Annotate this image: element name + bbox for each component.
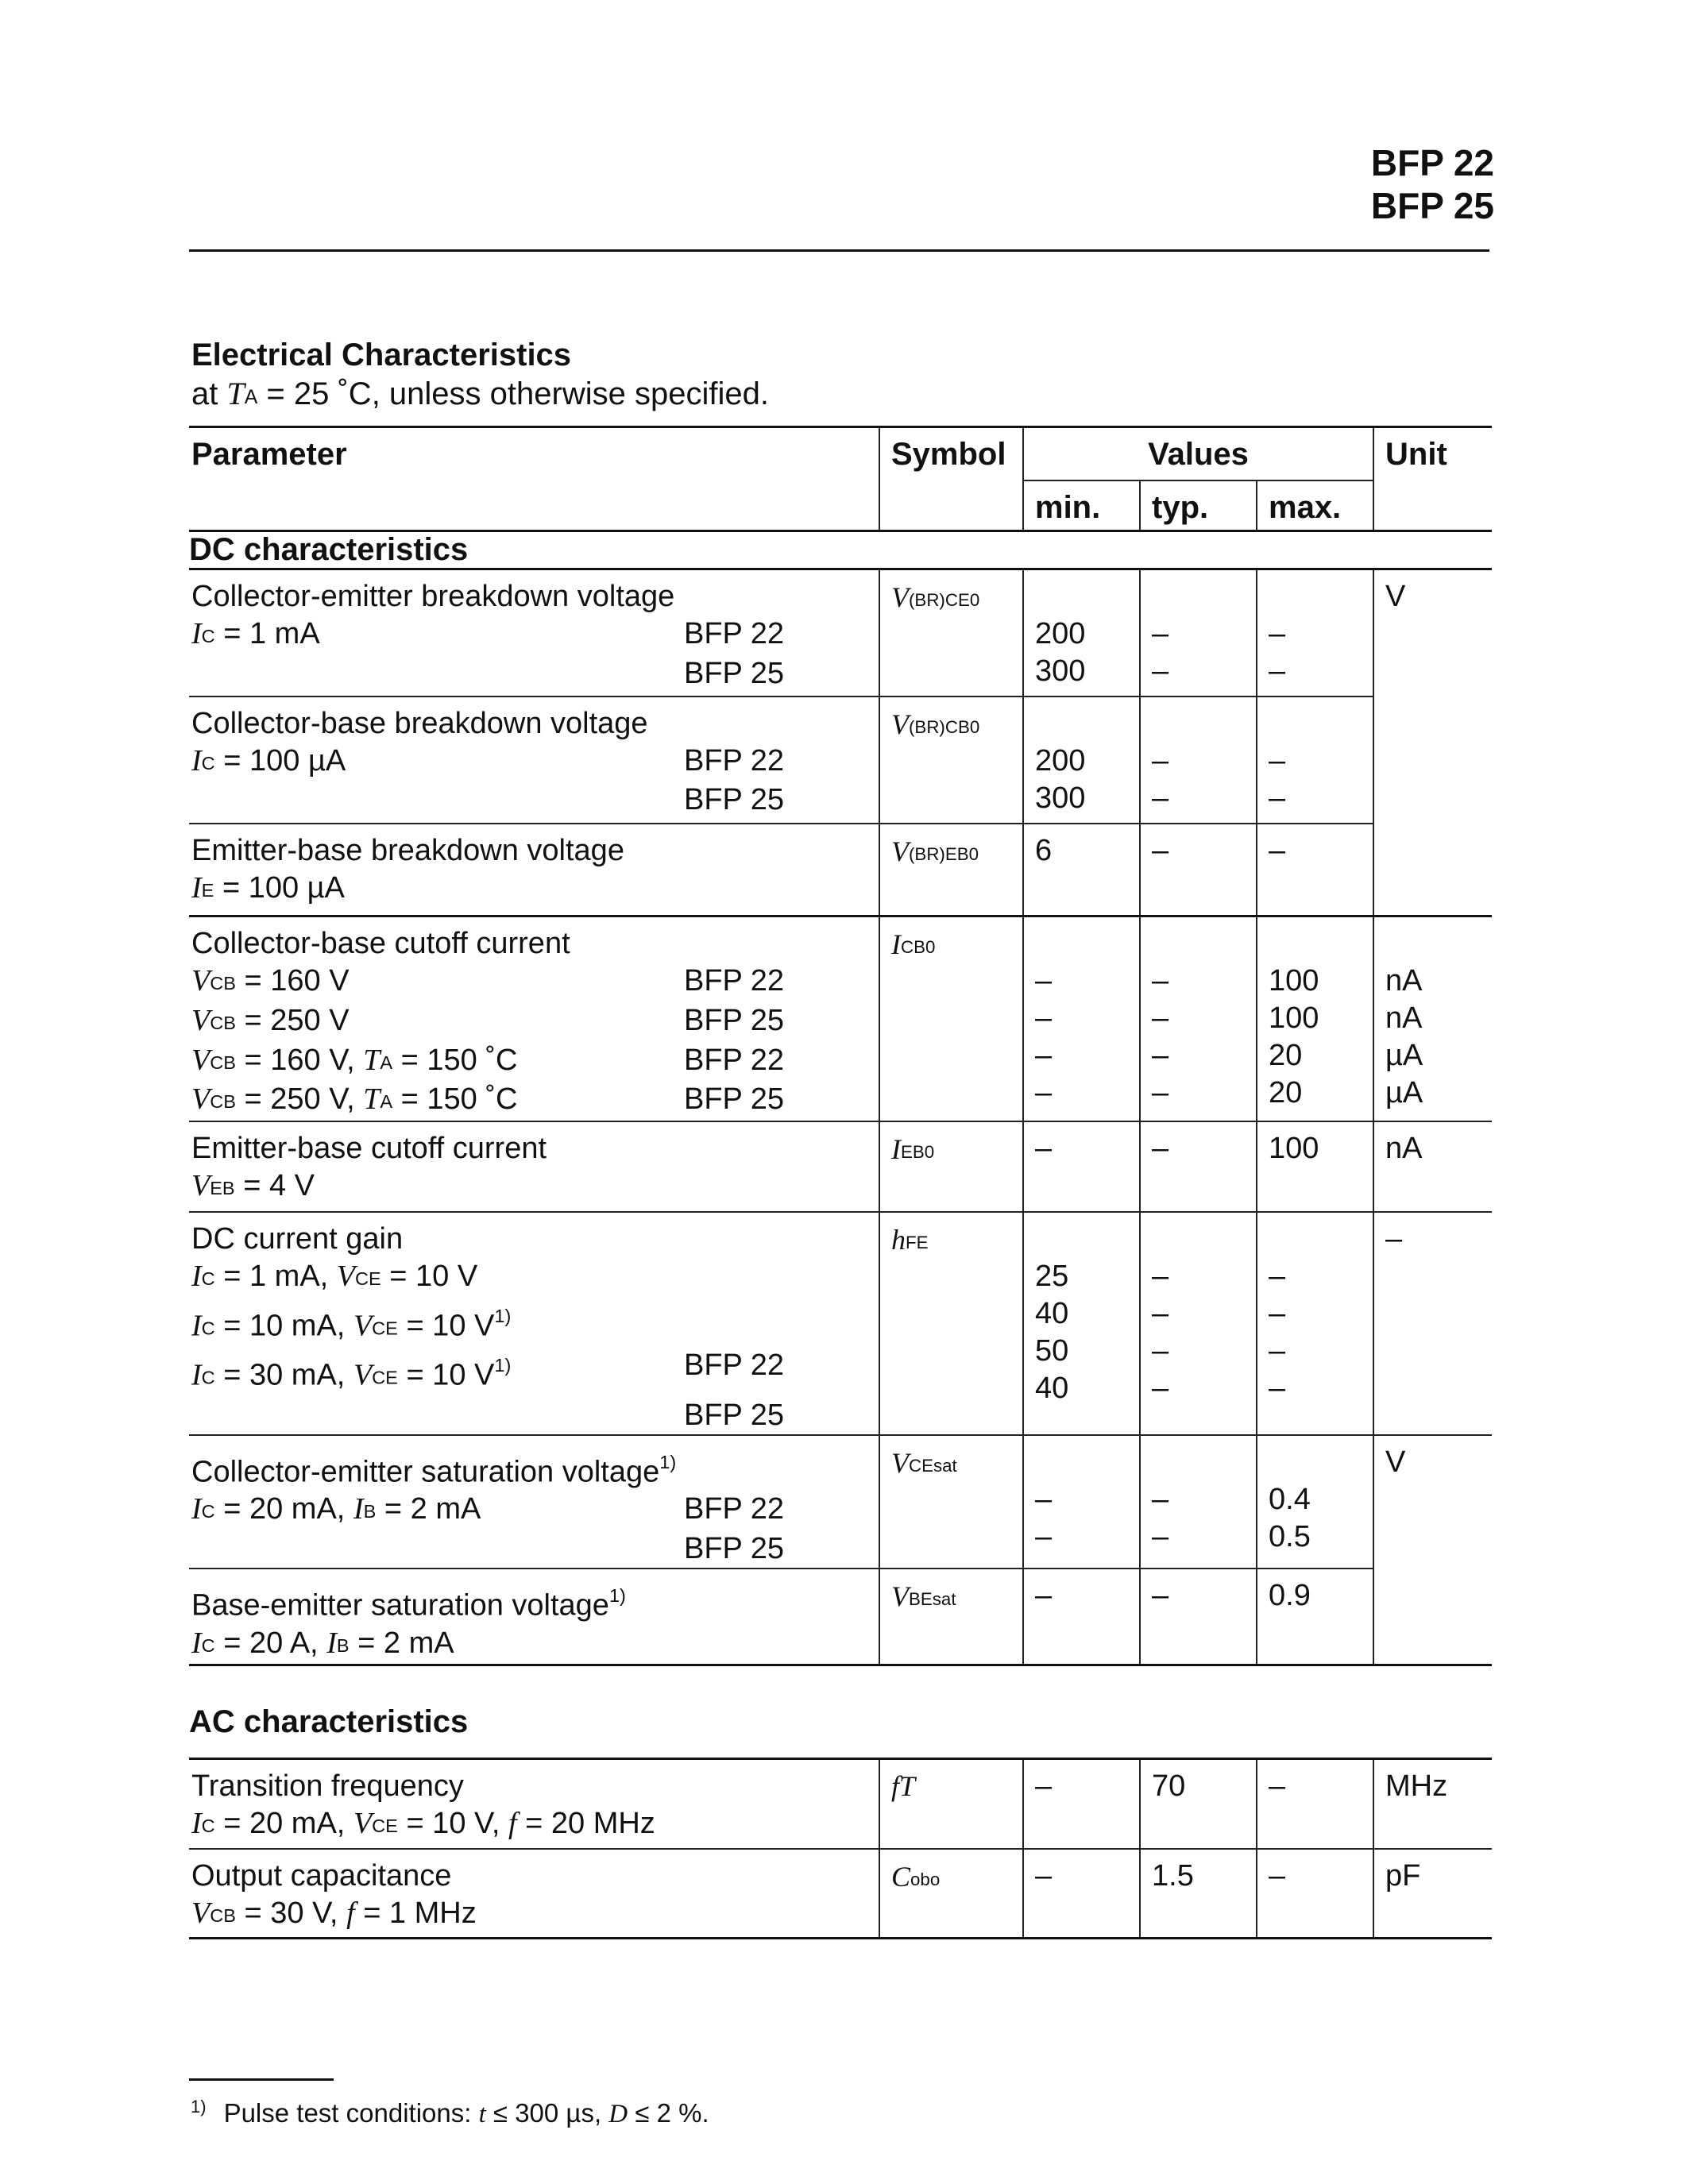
header-parameter: Parameter [191,437,347,472]
footnote: $^{1)}$ Pulse test conditions: t ≤ 300 µs, D ≤ 2 %. [191,2097,709,2128]
unit-v: V [1385,580,1406,613]
part-number-header [1371,141,1494,227]
symbol-icbo: ICB0 [891,928,936,960]
header-symbol: Symbol [891,437,1006,472]
footnote-rule [189,2078,334,2081]
table-row-vbrebo: Emitter-base breakdown voltage IE = 100 µA V(BR)EB0 6 – – [189,824,1492,916]
part-number-bfp25: BFP 25 [1370,185,1494,226]
electrical-characteristics-table [189,426,1492,1939]
header-unit: Unit [1385,437,1447,472]
symbol-vbrcbo: V(BR)CB0 [891,708,980,740]
header-values: Values [1148,437,1249,472]
symbol-vbesat: VBEsat [891,1580,956,1613]
table-row-icbo: Collector-base cutoff current VCB = 160 V BFP 22 VCB = 250 V BFP 25 VCB = 160 V, TA = 150 ˚C BFP 22 VCB = 250 V, TA = 150 ˚C BFP 25 ICB0 – – – – – – – – 100 100 20 20 nA nA µA µA [189,916,1492,1122]
table-row-vbrcbo: Collector-base breakdown voltage IC = 100 µA BFP 22 BFP 25 V(BR)CB0 200 300 – – – – [189,696,1492,824]
header-min: min. [1035,489,1101,525]
symbol-ft: fT [891,1770,916,1803]
symbol-vbrebo: V(BR)EB0 [891,835,979,867]
header-rule [189,249,1489,252]
table-row-hfe: DC current gain IC = 1 mA, VCE = 10 V IC = 10 mA, VCE = 10 $V^{1)}$ IC = 30 mA, VCE = 10 $V^{1)}$ BFP 22 BFP 25 hFE 25 40 50 40 – – – – – – – – – [189,1212,1492,1434]
section-ac: AC characteristics [189,1665,1492,1759]
symbol-cobo: Cobo [891,1860,941,1893]
test-conditions: at TA = 25 ˚C, unless otherwise specified. [191,376,769,411]
symbol-iebo: IEB0 [891,1133,935,1166]
table-row-iebo: Emitter-base cutoff current VEB = 4 V IEB0 – – 100 nA [189,1121,1492,1212]
table-row-vcesat: Collector-emitter saturation voltage$^{1)}$ IC = 20 mA, IB = 2 mA BFP 22 BFP 25 VCEsat – – – – 0.4 0.5 V [189,1435,1492,1569]
table-row-cobo: Output capacitance VCB = 30 V, f = 1 MHz Cobo – 1.5 – pF [189,1849,1492,1939]
table-row-ft: Transition frequency IC = 20 mA, VCE = 10 V, f = 20 MHz fT – 70 – MHz [189,1759,1492,1849]
symbol-hfe: hFE [891,1224,929,1256]
header-typ: typ. [1152,489,1209,525]
table-row-vbrceo: Collector-emitter breakdown voltage IC = 1 mA BFP 22 BFP 25 V(BR)CE0 200 300 – – – – V [189,569,1492,696]
header-max: max. [1269,489,1342,525]
symbol-vbrceo: V(BR)CE0 [891,581,980,613]
part-number-bfp22: BFP 22 [1370,142,1494,183]
section-title: Electrical Characteristics [191,338,572,372]
section-dc: DC characteristics [189,531,1492,569]
table-row-vbesat: Base-emitter saturation voltage$^{1)}$ IC = 20 A, IB = 2 mA VBEsat – – 0.9 [189,1569,1492,1665]
symbol-vcesat: VCEsat [891,1446,957,1479]
